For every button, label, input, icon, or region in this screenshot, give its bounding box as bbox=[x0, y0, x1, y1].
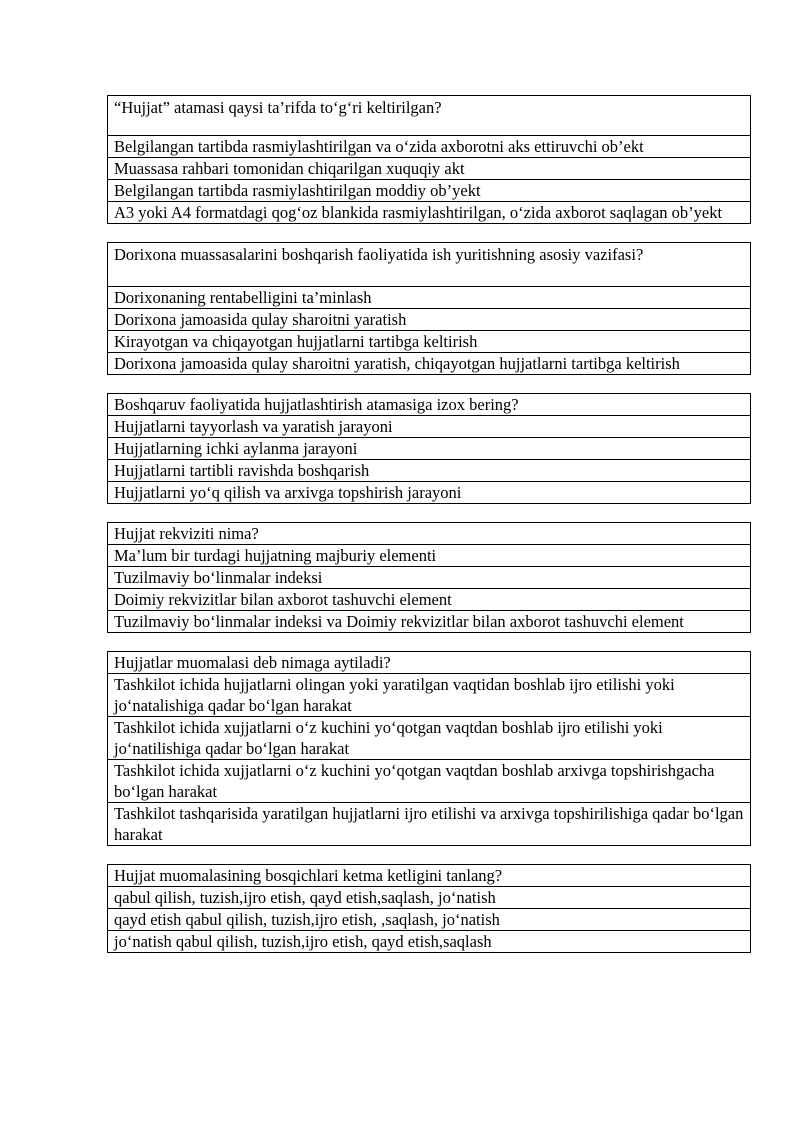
answer-option: qayd etish qabul qilish, tuzish,ijro etish, ,saqlash, jo‘natish bbox=[108, 909, 751, 931]
answer-option: Doimiy rekvizitlar bilan axborot tashuvchi element bbox=[108, 589, 751, 611]
answer-option: Dorixona jamoasida qulay sharoitni yaratish bbox=[108, 309, 751, 331]
question-text: Hujjat rekviziti nima? bbox=[108, 523, 751, 545]
answer-option: jo‘natish qabul qilish, tuzish,ijro etish, qayd etish,saqlash bbox=[108, 931, 751, 953]
answer-option: Tuzilmaviy bo‘linmalar indeksi va Doimiy rekvizitlar bilan axborot tashuvchi element bbox=[108, 611, 751, 633]
answer-option: Ma’lum bir turdagi hujjatning majburiy elementi bbox=[108, 545, 751, 567]
question-text: Hujjat muomalasining bosqichlari ketma ketligini tanlang? bbox=[108, 865, 751, 887]
question-table-4 bbox=[107, 522, 751, 633]
answer-option: Tashkilot ichida hujjatlarni olingan yoki yaratilgan vaqtidan boshlab ijro etilishi yoki jo‘natalishiga qadar bo‘lgan harakat bbox=[108, 674, 751, 717]
question-text: Dorixona muassasalarini boshqarish faoliyatida ish yuritishning asosiy vazifasi? bbox=[108, 243, 751, 287]
answer-option: Hujjatlarni tartibli ravishda boshqarish bbox=[108, 460, 751, 482]
test-page bbox=[107, 95, 751, 971]
answer-option: Tashkilot ichida xujjatlarni o‘z kuchini yo‘qotgan vaqtdan boshlab ijro etilishi yoki jo‘natilishiga qadar bo‘lgan harakat bbox=[108, 717, 751, 760]
answer-option: Tashkilot ichida xujjatlarni o‘z kuchini yo‘qotgan vaqtdan boshlab arxivga topshirishgacha bo‘lgan harakat bbox=[108, 760, 751, 803]
question-text: Hujjatlar muomalasi deb nimaga aytiladi? bbox=[108, 652, 751, 674]
answer-option: Hujjatlarning ichki aylanma jarayoni bbox=[108, 438, 751, 460]
answer-option: Tashkilot tashqarisida yaratilgan hujjatlarni ijro etilishi va arxivga topshirilishiga qadar bo‘lgan harakat bbox=[108, 803, 751, 846]
answer-option: Muassasa rahbari tomonidan chiqarilgan xuquqiy akt bbox=[108, 158, 751, 180]
question-text: “Hujjat” atamasi qaysi ta’rifda to‘g‘ri keltirilgan? bbox=[108, 96, 751, 136]
question-table-6 bbox=[107, 864, 751, 953]
answer-option: Belgilangan tartibda rasmiylashtirilgan va o‘zida axborotni aks ettiruvchi ob’ekt bbox=[108, 136, 751, 158]
answer-option: qabul qilish, tuzish,ijro etish, qayd etish,saqlash, jo‘natish bbox=[108, 887, 751, 909]
answer-option: Hujjatlarni tayyorlash va yaratish jarayoni bbox=[108, 416, 751, 438]
question-table-3 bbox=[107, 393, 751, 504]
answer-option: Belgilangan tartibda rasmiylashtirilgan moddiy ob’yekt bbox=[108, 180, 751, 202]
answer-option: Hujjatlarni yo‘q qilish va arxivga topshirish jarayoni bbox=[108, 482, 751, 504]
answer-option: A3 yoki A4 formatdagi qog‘oz blankida rasmiylashtirilgan, o‘zida axborot saqlagan ob’yekt bbox=[108, 202, 751, 224]
answer-option: Kirayotgan va chiqayotgan hujjatlarni tartibga keltirish bbox=[108, 331, 751, 353]
question-table-2 bbox=[107, 242, 751, 375]
question-table-5 bbox=[107, 651, 751, 846]
answer-option: Dorixonaning rentabelligini ta’minlash bbox=[108, 287, 751, 309]
question-text: Boshqaruv faoliyatida hujjatlashtirish atamasiga izox bering? bbox=[108, 394, 751, 416]
answer-option: Tuzilmaviy bo‘linmalar indeksi bbox=[108, 567, 751, 589]
question-table-1 bbox=[107, 95, 751, 224]
answer-option: Dorixona jamoasida qulay sharoitni yaratish, chiqayotgan hujjatlarni tartibga keltirish bbox=[108, 353, 751, 375]
